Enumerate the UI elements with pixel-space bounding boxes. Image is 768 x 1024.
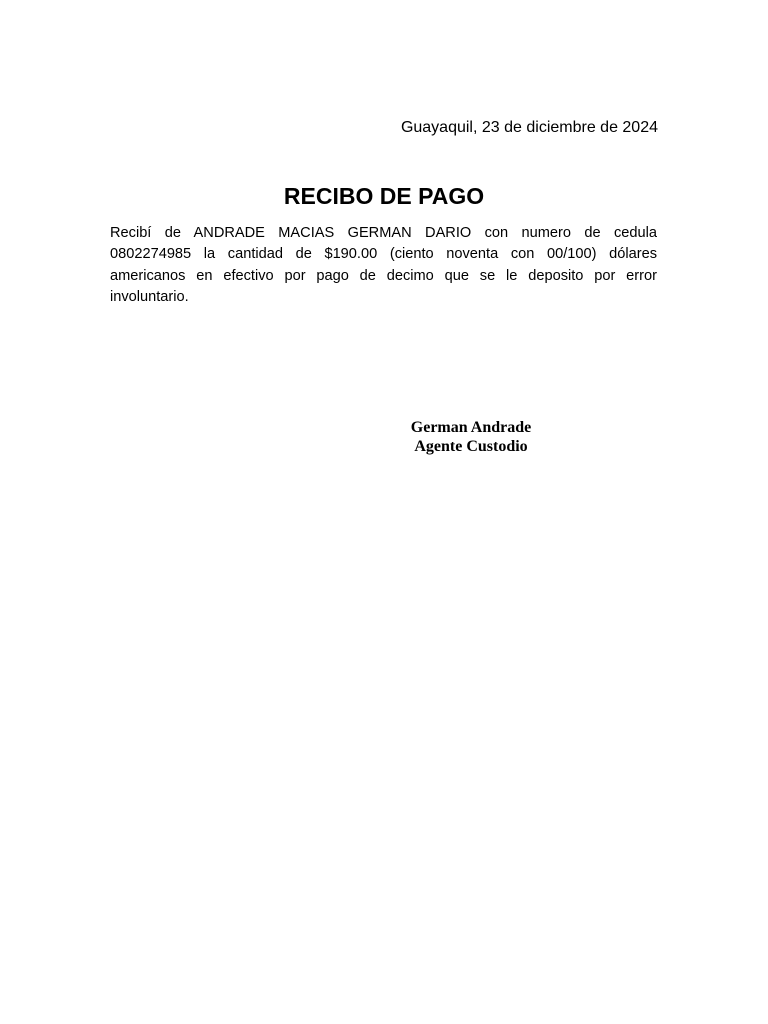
- signature-block: [371, 418, 571, 456]
- date-line: Guayaquil, 23 de diciembre de 2024: [400, 119, 658, 136]
- receipt-body: Recibí de ANDRADE MACIAS GERMAN DARIO con numero de cedula 0802274985 la cantidad de $190.00 (ciento noventa con 00/100) dólares americanos en efectivo por pago de decimo que se le deposito por error involuntario.: [110, 225, 657, 305]
- signer-name: German Andrade: [410, 419, 532, 436]
- signer-role: Agente Custodio: [414, 438, 528, 455]
- document-title: RECIBO DE PAGO: [283, 183, 485, 209]
